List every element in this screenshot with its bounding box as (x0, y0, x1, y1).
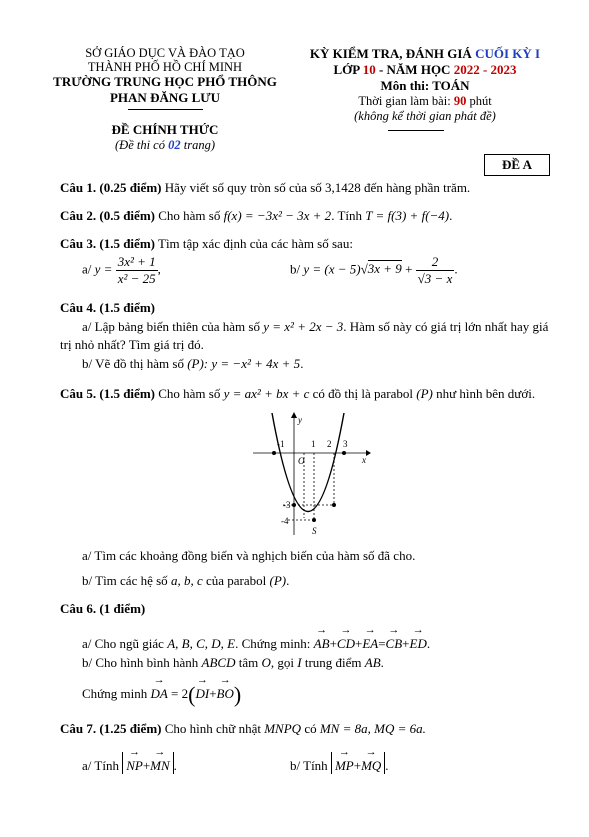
school-line1: TRƯỜNG TRUNG HỌC PHỔ THÔNG (53, 74, 277, 89)
school-line2: PHAN ĐĂNG LƯU (109, 90, 220, 105)
point-0-minus3 (292, 503, 296, 507)
y-label: y (298, 415, 302, 425)
tick-minus1: -1 (277, 439, 285, 449)
grade-year: LỚP 10 - NĂM HỌC 2022 - 2023 (333, 62, 517, 77)
ministry-line: SỞ GIÁO DỤC VÀ ĐÀO TẠO (85, 46, 245, 60)
question-5: Câu 5. (1.5 điểm) Cho hàm số y = ax² + bx + c có đồ thị là parabol (P) như hình bên dưới. (60, 386, 536, 401)
header-divider-right (388, 130, 444, 131)
exam-title: KỲ KIỂM TRA, ĐÁNH GIÁ CUỐI KỲ I (309, 46, 541, 61)
header-divider-left (128, 109, 203, 110)
question-4b: b/ Vẽ đồ thị hàm số (P): y = −x² + 4x + 5. (82, 356, 304, 371)
origin-label: O (298, 456, 305, 466)
tick-minus4: -4 (281, 516, 289, 526)
question-6c: Chứng minh → DA = 2(→ DI+→ BO) (82, 680, 241, 708)
point-3 (342, 451, 346, 455)
tick-2: 2 (327, 439, 332, 449)
question-6: Câu 6. (1 điểm) (60, 601, 146, 616)
question-4a: a/ Lập bảng biến thiên của hàm số y = x² + 2x − 3. Hàm số này có giá trị lớn nhất hay giá (82, 319, 549, 334)
point-minus1 (272, 451, 276, 455)
point-2-minus3 (332, 503, 336, 507)
page-count: (Đề thi có 02 trang) (115, 138, 215, 152)
official-label: ĐỀ CHÍNH THỨC (111, 122, 219, 137)
y-axis-arrow (291, 412, 297, 418)
vertex-S (312, 518, 316, 522)
question-3b: b/ y = (x − 5)√3x + 9 + $\frac{2}{√3 - x}$ . (290, 254, 458, 286)
tick-minus3: -3 (283, 500, 291, 510)
x-label: x (362, 455, 366, 465)
duration: Thời gian làm bài: 90 phút (358, 94, 492, 108)
question-5a: a/ Tìm các khoảng đồng biến và nghịch biến của hàm số đã cho. (82, 548, 416, 563)
question-5b: b/ Tìm các hệ số a, b, c của parabol (P). (82, 573, 290, 588)
question-3: Câu 3. (1.5 điểm) Tìm tập xác định của các hàm số sau: (60, 236, 353, 251)
tick-1: 1 (311, 439, 316, 449)
question-7b: b/ Tính → MP+→ MQ . (290, 752, 389, 774)
city-line: THÀNH PHỐ HỒ CHÍ MINH (87, 60, 243, 74)
question-7: Câu 7. (1.25 điểm) Cho hình chữ nhật MNPQ có MN = 8a, MQ = 6a. (60, 721, 426, 736)
question-6b: b/ Cho hình bình hành ABCD tâm O, gọi I trung điểm AB. (82, 655, 384, 670)
parabola-graph (248, 410, 373, 540)
question-6a: a/ Cho ngũ giác A, B, C, D, E. Chứng minh: → AB+→ CD+→ EA=→ CB+→ ED. (82, 630, 430, 652)
subject: Môn thi: TOÁN (380, 78, 470, 93)
question-4a-cont: trị nhỏ nhất? Tìm giá trị đó. (60, 337, 204, 352)
x-axis-arrow (366, 450, 371, 456)
vertex-label: S (312, 526, 317, 536)
question-1: Câu 1. (0.25 điểm) Hãy viết số quy tròn số của số 3,1428 đến hàng phần trăm. (60, 180, 471, 195)
question-4: Câu 4. (1.5 điểm) (60, 300, 155, 315)
tick-3: 3 (343, 439, 348, 449)
question-3a: a/ y = $\frac{\text{3x² + 1}}{\text{x² − 25}}$ , (82, 254, 161, 286)
exam-code-box: ĐỀ A (484, 154, 550, 176)
question-2: Câu 2. (0.5 điểm) Cho hàm số f(x) = −3x² − 3x + 2. Tính T = f(3) + f(−4). (60, 208, 453, 223)
duration-note: (không kể thời gian phát đề) (354, 109, 496, 123)
parabola-curve (272, 413, 344, 512)
question-7a: a/ Tính → NP+→ MN . (82, 752, 177, 774)
